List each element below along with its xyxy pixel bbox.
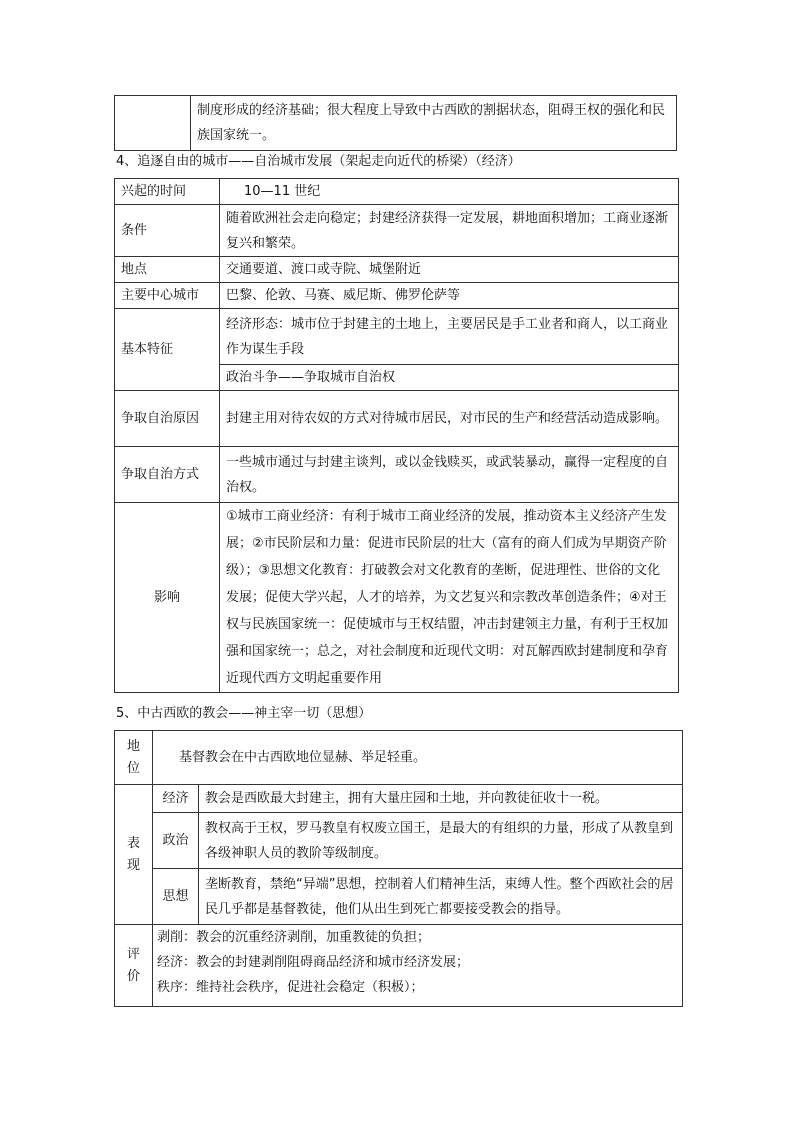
table-row: [115, 205, 679, 257]
row-label: 地点: [115, 257, 220, 283]
performance-category: 政治: [153, 813, 199, 869]
row-content: ①城市工商业经济：有利于城市工商业经济的发展，推动资本主义经济产生发展；②市民阶层和力量：促进市民阶层的壮大（富有的商人们成为早期资产阶级）；③思想文化教育：打破教会对文化教育的垄断，促进理性、世俗的文化发展；促使大学兴起，人才的培养，为文艺复兴和宗教改革创造条件；④对王权与民族国家统一：促使城市与王权结盟，冲击封建领主力量，有利于王权加强和国家统一；总之，对社会制度和近现代文明：对瓦解西欧封建制度和孕育近现代西方文明起重要作用: [220, 503, 679, 693]
row-content: 封建主用对待农奴的方式对待城市居民，对市民的生产和经营活动造成影响。: [220, 391, 679, 447]
performance-category: 思想: [153, 869, 199, 925]
position-label: 地位: [115, 731, 153, 785]
table-row: [115, 179, 679, 205]
performance-label: 表现: [115, 785, 153, 925]
performance-content: 垄断教育，禁绝“异端”思想，控制着人们精神生活，束缚人性。整个西欧社会的居民几乎都是基督教徒，他们从出生到死亡都要接受教会的指导。: [199, 869, 683, 925]
row-content: 随着欧洲社会走向稳定；封建经济获得一定发展，耕地面积增加；工商业逐渐复兴和繁荣。: [220, 205, 679, 257]
table-row: [115, 785, 683, 813]
row-label: 影响: [115, 503, 220, 693]
performance-content: 教权高于王权，罗马教皇有权废立国王，是最大的有组织的力量，形成了从教皇到各级神职人员的教阶等级制度。: [199, 813, 683, 869]
table-row: [115, 391, 679, 447]
table-row: [115, 925, 683, 1007]
top-table: [114, 95, 677, 151]
evaluation-line: 秩序：维持社会秩序，促进社会稳定（积极）；: [157, 980, 424, 995]
section5-heading: 5、中古西欧的教会——神主宰一切（思想）: [116, 706, 372, 721]
top-table-text: 制度形成的经济基础；很大程度上导致中古西欧的割据状态，阻碍王权的强化和民族国家统一。: [191, 96, 677, 151]
evaluation-label: 评价: [115, 925, 153, 1007]
performance-content: 教会是西欧最大封建主，拥有大量庄园和土地，并向教徒征收十一税。: [199, 785, 683, 813]
position-text: 基督教会在中古西欧地位显赫、举足轻重。: [153, 731, 683, 785]
row-label: 兴起的时间: [115, 179, 220, 205]
evaluation-line: 剥削：教会的沉重经济剥削，加重教徒的负担；: [157, 930, 431, 945]
table-row: [115, 869, 683, 925]
section5-table: [114, 730, 683, 1007]
row-label: 争取自治原因: [115, 391, 220, 447]
section4-table: [114, 178, 679, 693]
row-label: 条件: [115, 205, 220, 257]
row-content: 巴黎、伦敦、马赛、威尼斯、佛罗伦萨等: [220, 283, 679, 309]
evaluation-line: 经济：教会的封建剥削阻碍商品经济和城市经济发展；: [157, 955, 470, 970]
row-content: 10—11 世纪: [220, 179, 679, 205]
table-row: [115, 257, 679, 283]
row-content: 经济形态：城市位于封建主的土地上，主要居民是手工业者和商人，以工商业作为谋生手段: [220, 309, 679, 365]
table-row: [115, 503, 679, 693]
row-content: 交通要道、渡口或寺院、城堡附近: [220, 257, 679, 283]
evaluation-content: [153, 925, 683, 1007]
table-row: [115, 447, 679, 503]
row-label: 基本特征: [115, 309, 220, 391]
performance-category: 经济: [153, 785, 199, 813]
section4-heading: 4、追逐自由的城市——自治城市发展（架起走向近代的桥梁）（经济）: [116, 154, 521, 169]
row-label: 争取自治方式: [115, 447, 220, 503]
row-label: 主要中心城市: [115, 283, 220, 309]
row-content: 一些城市通过与封建主谈判，或以金钱赎买，或武装暴动，赢得一定程度的自治权。: [220, 447, 679, 503]
table-row: [115, 283, 679, 309]
table-row: [115, 309, 679, 365]
top-table-empty-cell: [115, 96, 191, 151]
row-content-secondary: 政治斗争——争取城市自治权: [220, 365, 679, 391]
table-row: [115, 813, 683, 869]
